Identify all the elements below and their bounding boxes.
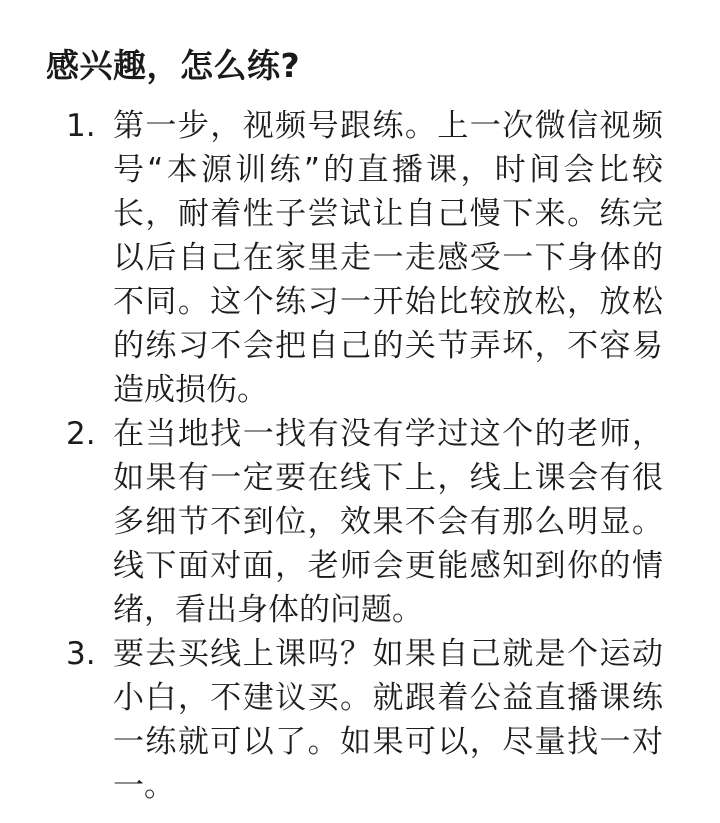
list-item-text: 第一步，视频号跟练。上一次微信视频号“本源训练”的直播课，时间会比较长，耐着性子尝试让自己慢下来。练完以后自己在家里走一走感受一下身体的不同。这个练习一开始比较放松，放松的练习不会把自己的关节弄坏，不容易造成损伤。 (113, 108, 663, 408)
list-item-number: 2. (66, 416, 96, 452)
list-item-text: 要去买线上课吗？如果自己就是个运动小白，不建议买。就跟着公益直播课练一练就可以了。如果可以，尽量找一对一。 (113, 636, 663, 804)
list-item (46, 104, 680, 412)
list-item-number: 3. (66, 636, 96, 672)
list-item-text: 在当地找一找有没有学过这个的老师，如果有一定要在线下上，线上课会有很多细节不到位，效果不会有那么明显。线下面对面，老师会更能感知到你的情绪，看出身体的问题。 (113, 416, 663, 628)
numbered-list (46, 104, 680, 808)
list-item (46, 632, 680, 808)
list-item (46, 412, 680, 632)
list-item-number: 1. (66, 108, 96, 144)
section-heading: 感兴趣，怎么练? (46, 46, 301, 85)
